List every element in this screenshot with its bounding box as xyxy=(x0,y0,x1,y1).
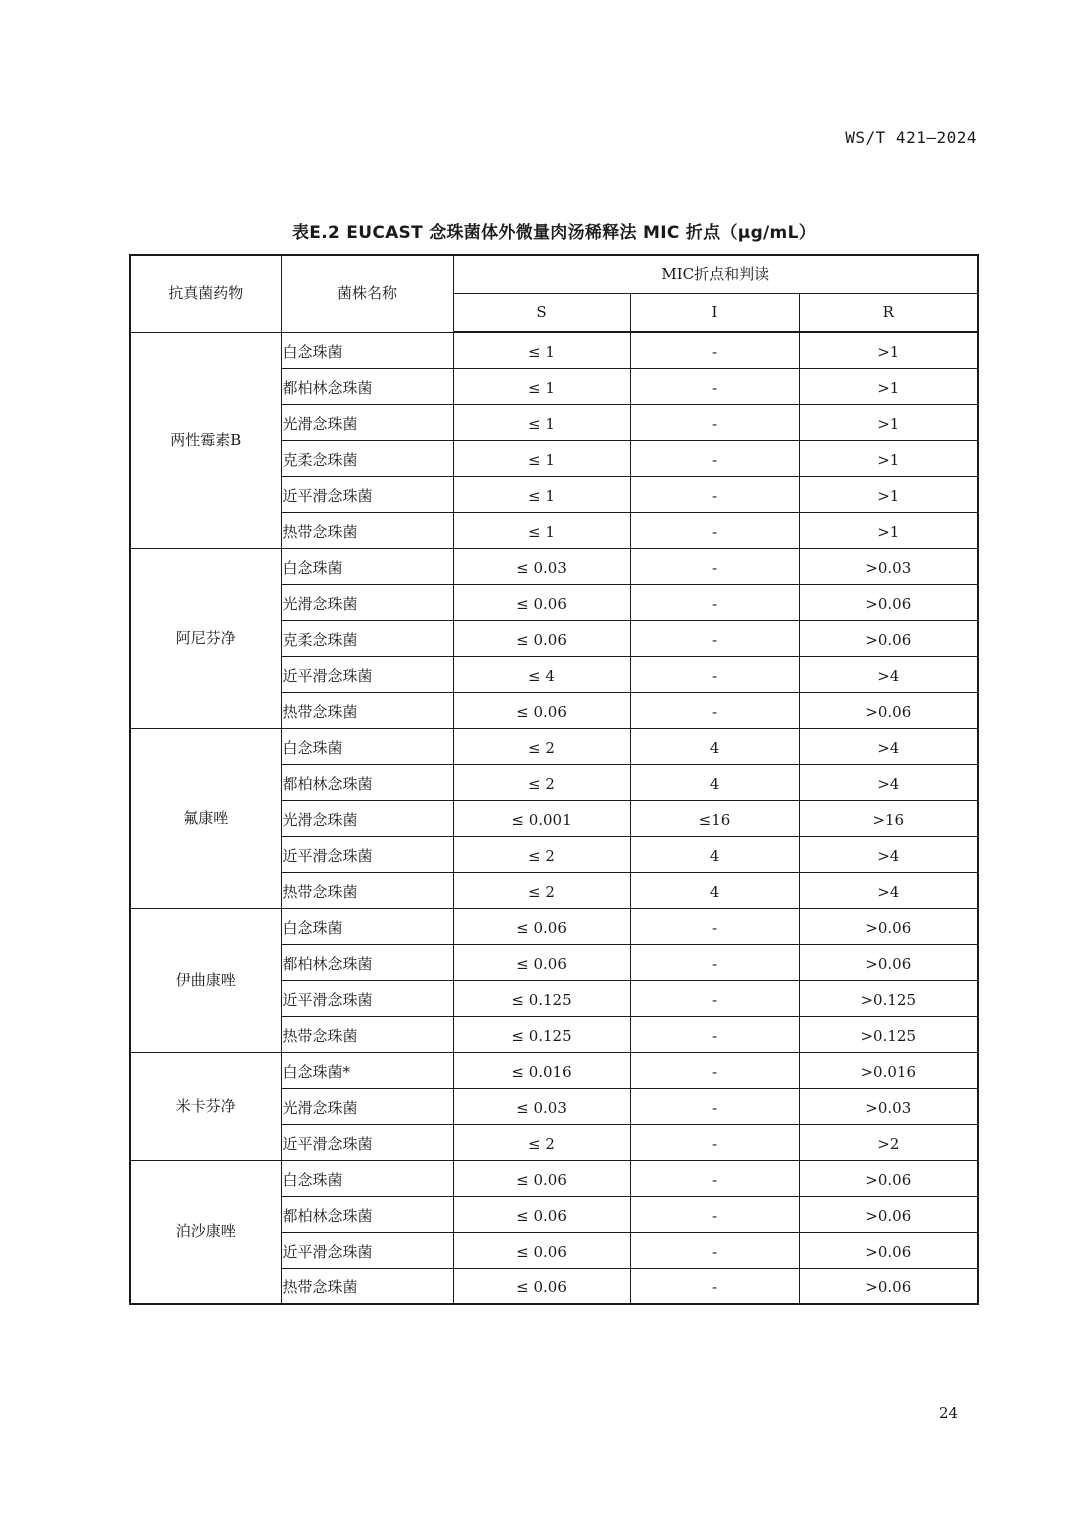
strain-name-cell: 热带念珠菌 xyxy=(281,512,453,548)
susceptible-cell: ≤ 0.06 xyxy=(453,1160,630,1196)
table-title: 表E.2 EUCAST 念珠菌体外微量肉汤稀释法 MIC 折点（μg/mL） xyxy=(291,223,816,243)
table-row xyxy=(130,332,978,368)
strain-name-cell: 近平滑念珠菌 xyxy=(281,836,453,872)
intermediate-cell: - xyxy=(630,1052,799,1088)
resistant-cell: >0.06 xyxy=(799,620,978,656)
table-row xyxy=(130,1160,978,1196)
intermediate-cell: - xyxy=(630,1196,799,1232)
drug-name-cell: 泊沙康唑 xyxy=(130,1160,281,1304)
intermediate-cell: - xyxy=(630,368,799,404)
resistant-cell: >0.06 xyxy=(799,1232,978,1268)
strain-name-cell: 近平滑念珠菌 xyxy=(281,1232,453,1268)
susceptible-cell: ≤ 2 xyxy=(453,872,630,908)
resistant-cell: >0.03 xyxy=(799,548,978,584)
intermediate-cell: - xyxy=(630,476,799,512)
strain-name-cell: 都柏林念珠菌 xyxy=(281,944,453,980)
drug-name-cell: 氟康唑 xyxy=(130,728,281,908)
intermediate-cell: 4 xyxy=(630,836,799,872)
susceptible-cell: ≤ 0.06 xyxy=(453,1232,630,1268)
resistant-cell: >0.125 xyxy=(799,1016,978,1052)
strain-name-cell: 白念珠菌* xyxy=(281,1052,453,1088)
susceptible-cell: ≤ 0.03 xyxy=(453,1088,630,1124)
intermediate-cell: - xyxy=(630,980,799,1016)
resistant-cell: >1 xyxy=(799,512,978,548)
intermediate-cell: - xyxy=(630,944,799,980)
strain-name-cell: 白念珠菌 xyxy=(281,1160,453,1196)
resistant-cell: >0.016 xyxy=(799,1052,978,1088)
table-row xyxy=(130,1052,978,1088)
resistant-cell: >4 xyxy=(799,872,978,908)
resistant-cell: >4 xyxy=(799,728,978,764)
strain-name-cell: 都柏林念珠菌 xyxy=(281,1196,453,1232)
resistant-cell: >0.03 xyxy=(799,1088,978,1124)
susceptible-cell: ≤ 0.001 xyxy=(453,800,630,836)
strain-name-cell: 近平滑念珠菌 xyxy=(281,476,453,512)
mic-breakpoint-table xyxy=(129,254,979,1305)
susceptible-cell: ≤ 0.06 xyxy=(453,1268,630,1304)
intermediate-cell: - xyxy=(630,1124,799,1160)
resistant-cell: >0.06 xyxy=(799,1268,978,1304)
header-s: S xyxy=(453,294,630,333)
resistant-cell: >0.06 xyxy=(799,1160,978,1196)
susceptible-cell: ≤ 1 xyxy=(453,476,630,512)
header-strain: 菌株名称 xyxy=(281,255,453,332)
strain-name-cell: 热带念珠菌 xyxy=(281,1268,453,1304)
resistant-cell: >0.125 xyxy=(799,980,978,1016)
susceptible-cell: ≤ 1 xyxy=(453,332,630,368)
drug-name-cell: 米卡芬净 xyxy=(130,1052,281,1160)
strain-name-cell: 光滑念珠菌 xyxy=(281,404,453,440)
strain-name-cell: 光滑念珠菌 xyxy=(281,1088,453,1124)
drug-name-cell: 伊曲康唑 xyxy=(130,908,281,1052)
susceptible-cell: ≤ 1 xyxy=(453,440,630,476)
susceptible-cell: ≤ 0.06 xyxy=(453,584,630,620)
susceptible-cell: ≤ 0.125 xyxy=(453,980,630,1016)
susceptible-cell: ≤ 4 xyxy=(453,656,630,692)
susceptible-cell: ≤ 2 xyxy=(453,836,630,872)
intermediate-cell: - xyxy=(630,332,799,368)
intermediate-cell: - xyxy=(630,692,799,728)
susceptible-cell: ≤ 0.125 xyxy=(453,1016,630,1052)
susceptible-cell: ≤ 1 xyxy=(453,404,630,440)
strain-name-cell: 白念珠菌 xyxy=(281,332,453,368)
intermediate-cell: - xyxy=(630,908,799,944)
strain-name-cell: 热带念珠菌 xyxy=(281,872,453,908)
intermediate-cell: - xyxy=(630,512,799,548)
drug-name-cell: 两性霉素B xyxy=(130,332,281,548)
susceptible-cell: ≤ 0.03 xyxy=(453,548,630,584)
intermediate-cell: - xyxy=(630,584,799,620)
susceptible-cell: ≤ 1 xyxy=(453,368,630,404)
header-drug: 抗真菌药物 xyxy=(130,255,281,332)
intermediate-cell: - xyxy=(630,548,799,584)
intermediate-cell: ≤16 xyxy=(630,800,799,836)
susceptible-cell: ≤ 0.016 xyxy=(453,1052,630,1088)
intermediate-cell: - xyxy=(630,1088,799,1124)
intermediate-cell: - xyxy=(630,1160,799,1196)
susceptible-cell: ≤ 0.06 xyxy=(453,692,630,728)
intermediate-cell: 4 xyxy=(630,872,799,908)
susceptible-cell: ≤ 0.06 xyxy=(453,620,630,656)
strain-name-cell: 热带念珠菌 xyxy=(281,692,453,728)
resistant-cell: >1 xyxy=(799,476,978,512)
resistant-cell: >1 xyxy=(799,404,978,440)
resistant-cell: >4 xyxy=(799,656,978,692)
resistant-cell: >0.06 xyxy=(799,1196,978,1232)
resistant-cell: >16 xyxy=(799,800,978,836)
header-r: R xyxy=(799,294,978,333)
header-i: I xyxy=(630,294,799,333)
table-row xyxy=(130,728,978,764)
strain-name-cell: 白念珠菌 xyxy=(281,908,453,944)
page-number: 24 xyxy=(939,1404,959,1422)
resistant-cell: >0.06 xyxy=(799,584,978,620)
strain-name-cell: 克柔念珠菌 xyxy=(281,440,453,476)
intermediate-cell: - xyxy=(630,1016,799,1052)
strain-name-cell: 光滑念珠菌 xyxy=(281,800,453,836)
header-mic: MIC折点和判读 xyxy=(453,255,978,294)
intermediate-cell: - xyxy=(630,656,799,692)
drug-name-cell: 阿尼芬净 xyxy=(130,548,281,728)
strain-name-cell: 都柏林念珠菌 xyxy=(281,764,453,800)
strain-name-cell: 近平滑念珠菌 xyxy=(281,1124,453,1160)
strain-name-cell: 克柔念珠菌 xyxy=(281,620,453,656)
strain-name-cell: 近平滑念珠菌 xyxy=(281,656,453,692)
resistant-cell: >1 xyxy=(799,368,978,404)
resistant-cell: >0.06 xyxy=(799,944,978,980)
susceptible-cell: ≤ 0.06 xyxy=(453,944,630,980)
resistant-cell: >1 xyxy=(799,332,978,368)
resistant-cell: >2 xyxy=(799,1124,978,1160)
standard-code: WS/T 421—2024 xyxy=(845,128,977,147)
susceptible-cell: ≤ 2 xyxy=(453,1124,630,1160)
susceptible-cell: ≤ 0.06 xyxy=(453,1196,630,1232)
strain-name-cell: 近平滑念珠菌 xyxy=(281,980,453,1016)
table-body xyxy=(130,332,978,1304)
strain-name-cell: 光滑念珠菌 xyxy=(281,584,453,620)
strain-name-cell: 热带念珠菌 xyxy=(281,1016,453,1052)
intermediate-cell: 4 xyxy=(630,764,799,800)
table-row xyxy=(130,548,978,584)
susceptible-cell: ≤ 2 xyxy=(453,764,630,800)
intermediate-cell: - xyxy=(630,1232,799,1268)
resistant-cell: >1 xyxy=(799,440,978,476)
intermediate-cell: - xyxy=(630,440,799,476)
susceptible-cell: ≤ 0.06 xyxy=(453,908,630,944)
resistant-cell: >0.06 xyxy=(799,692,978,728)
resistant-cell: >0.06 xyxy=(799,908,978,944)
susceptible-cell: ≤ 2 xyxy=(453,728,630,764)
table-row xyxy=(130,908,978,944)
intermediate-cell: - xyxy=(630,404,799,440)
resistant-cell: >4 xyxy=(799,764,978,800)
resistant-cell: >4 xyxy=(799,836,978,872)
strain-name-cell: 白念珠菌 xyxy=(281,728,453,764)
intermediate-cell: - xyxy=(630,620,799,656)
intermediate-cell: 4 xyxy=(630,728,799,764)
susceptible-cell: ≤ 1 xyxy=(453,512,630,548)
strain-name-cell: 都柏林念珠菌 xyxy=(281,368,453,404)
strain-name-cell: 白念珠菌 xyxy=(281,548,453,584)
intermediate-cell: - xyxy=(630,1268,799,1304)
